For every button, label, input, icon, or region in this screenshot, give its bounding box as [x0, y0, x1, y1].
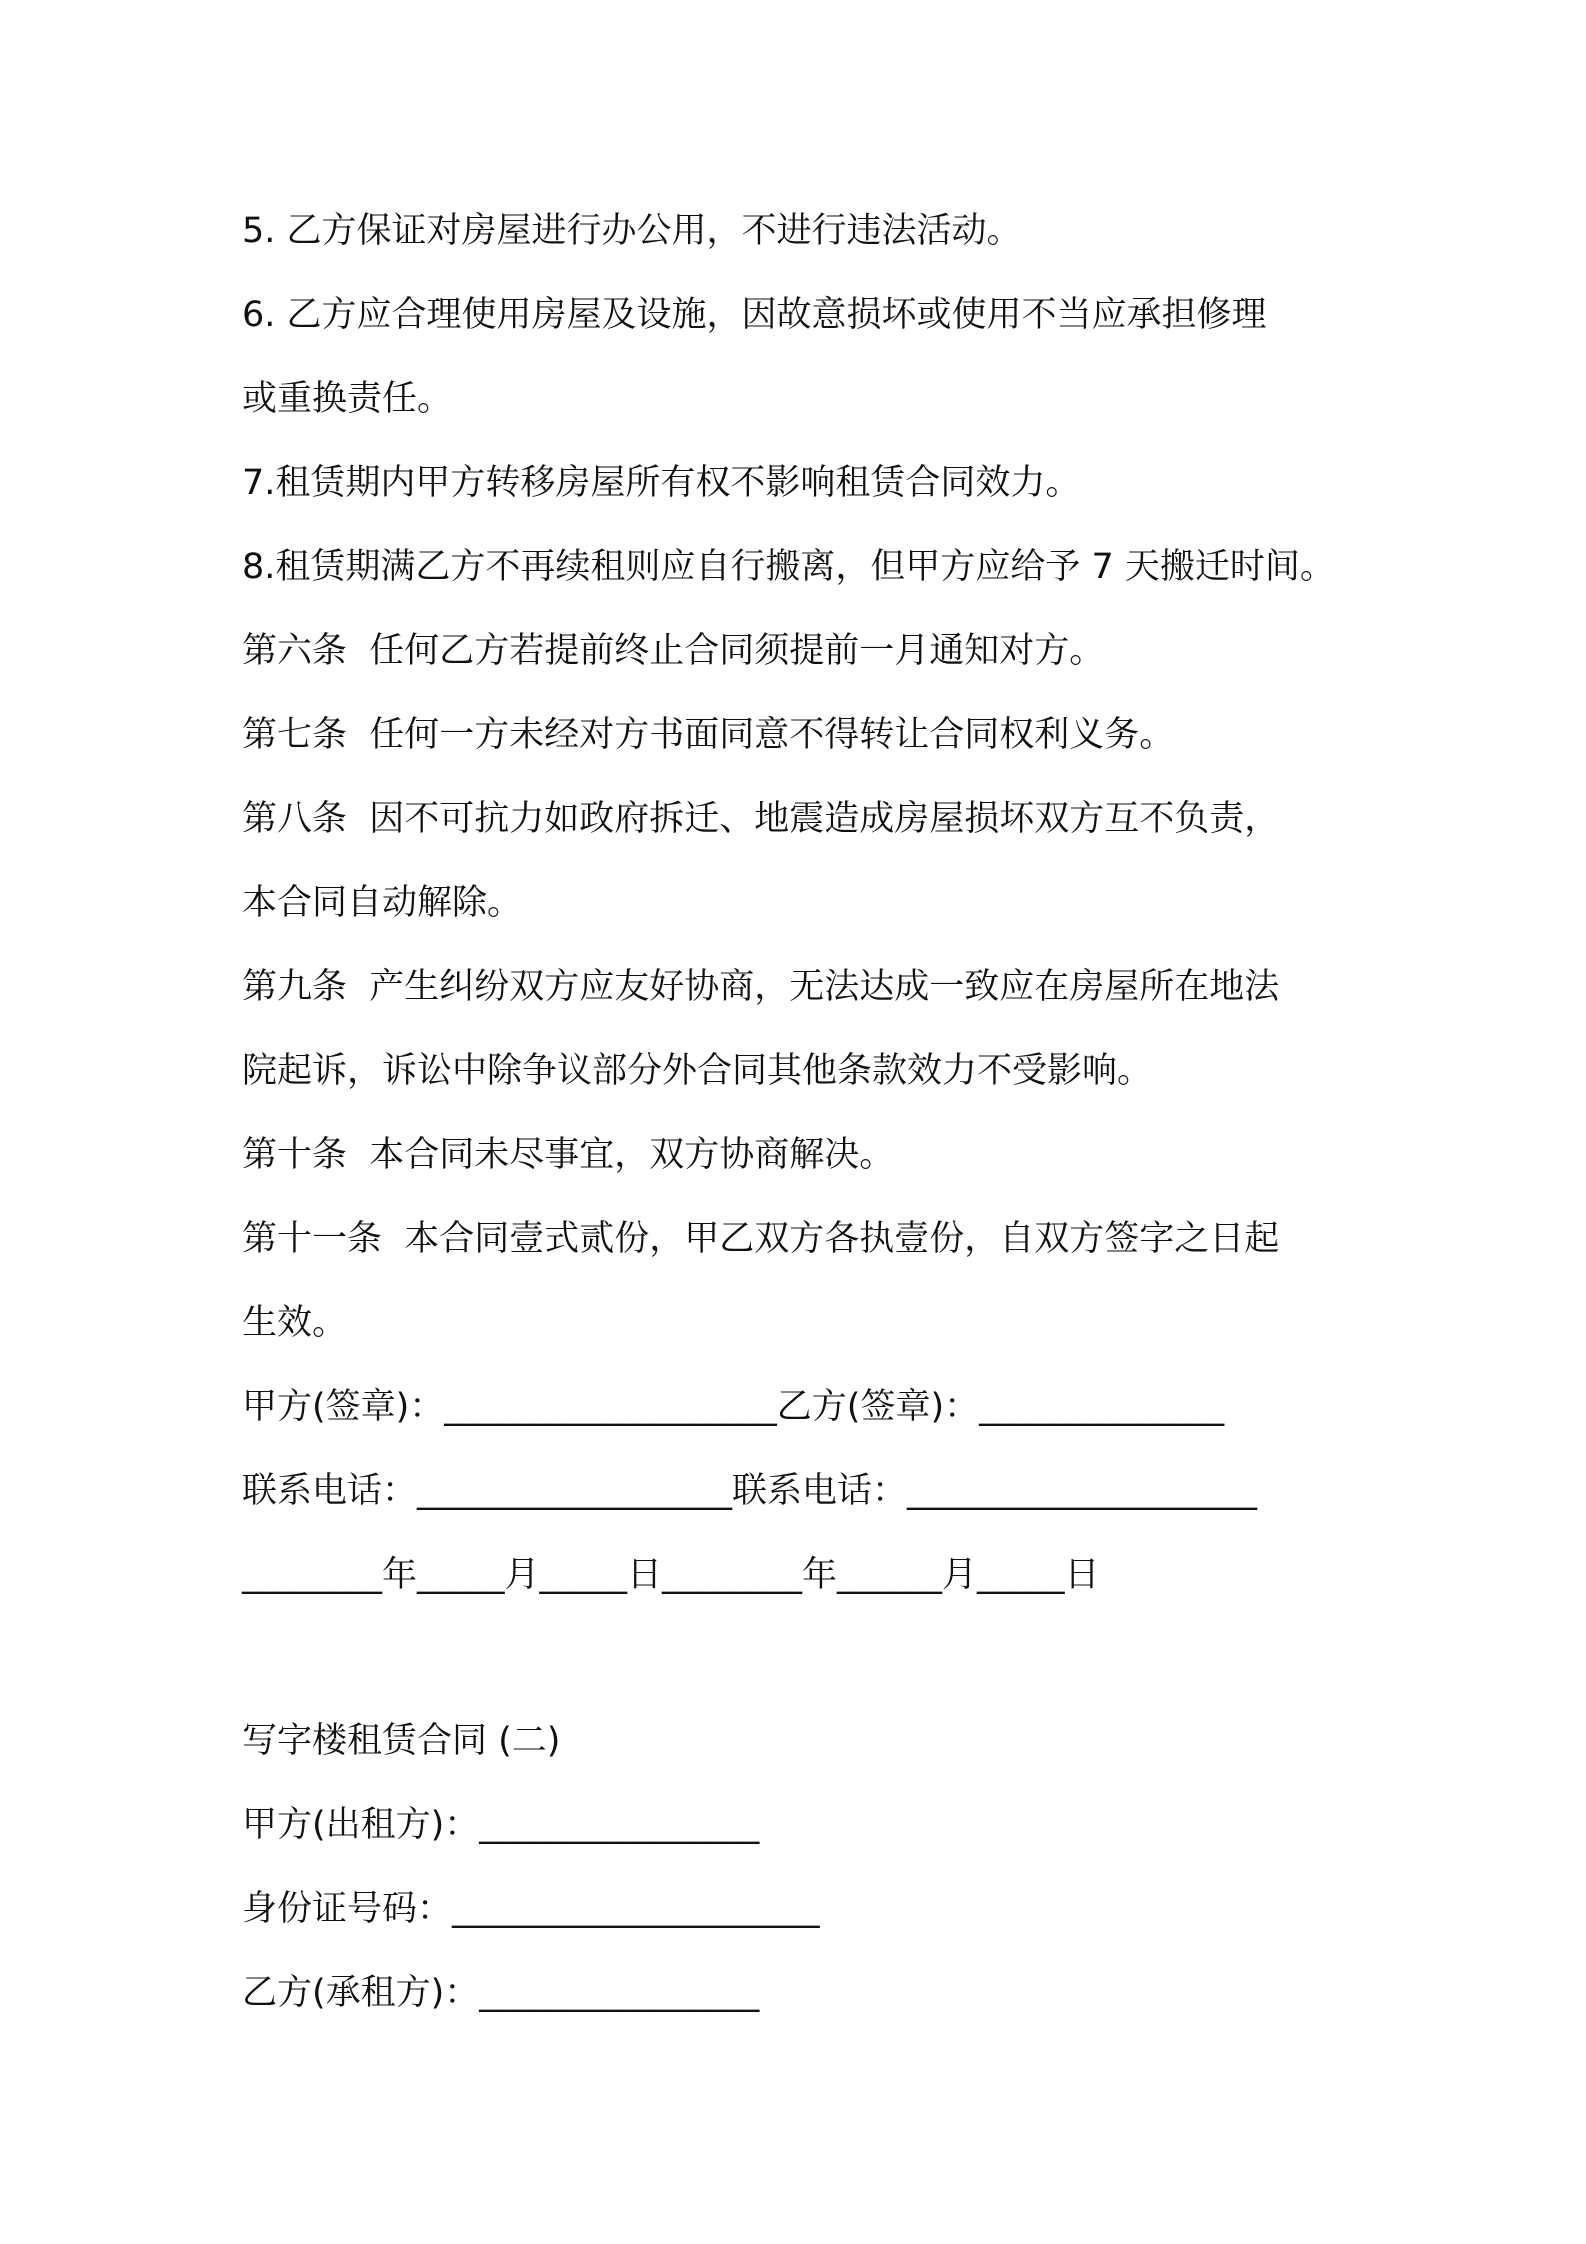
article-11-line-2: 生效。: [242, 1303, 348, 1343]
article-8-line-1: 第八条 因不可抗力如政府拆迁、地震造成房屋损坏双方互不负责，: [242, 799, 1280, 839]
contract-two-title: 写字楼租赁合同 (二): [242, 1721, 561, 1761]
section-gap: [242, 1633, 1586, 1715]
signature-date-line: ________年_____月_____日________年______月_____日: [242, 1555, 1100, 1595]
article-8-line-2: 本合同自动解除。: [242, 883, 523, 923]
article-6-line: 第六条 任何乙方若提前终止合同须提前一月通知对方。: [242, 631, 1105, 671]
article-9-line-1: 第九条 产生纠纷双方应友好协商，无法达成一致应在房屋所在地法: [242, 967, 1280, 1007]
contract-two-header: [242, 1715, 1586, 2051]
clause-5-line: 5. 乙方保证对房屋进行办公用，不进行违法活动。: [242, 211, 1022, 251]
clause-8-line: 8.租赁期满乙方不再续租则应自行搬离，但甲方应给予 7 天搬迁时间。: [242, 547, 1335, 587]
contact-phone-line: 联系电话：__________________联系电话：____________________: [242, 1471, 1258, 1511]
lessee-field-line: 乙方(承租方)：________________: [242, 1973, 760, 2013]
clause-6-line-2: 或重换责任。: [242, 379, 453, 419]
clause-6-line-1: 6. 乙方应合理使用房屋及设施，因故意损坏或使用不当应承担修理: [242, 295, 1267, 335]
article-10-line: 第十条 本合同未尽事宜，双方协商解决。: [242, 1135, 895, 1175]
lessor-field-line: 甲方(出租方)：________________: [242, 1805, 760, 1845]
contract-clauses: [242, 205, 1586, 1381]
signature-block: [242, 1381, 1586, 1633]
signature-parties-line: 甲方(签章)：___________________乙方(签章)：______________: [242, 1387, 1225, 1427]
article-7-line: 第七条 任何一方未经对方书面同意不得转让合同权利义务。: [242, 715, 1175, 755]
article-9-line-2: 院起诉，诉讼中除争议部分外合同其他条款效力不受影响。: [242, 1051, 1153, 1091]
clause-7-line: 7.租赁期内甲方转移房屋所有权不影响租赁合同效力。: [242, 463, 1081, 503]
id-number-field-line: 身份证号码：_____________________: [242, 1889, 820, 1929]
article-11-line-1: 第十一条 本合同壹式贰份，甲乙双方各执壹份，自双方签字之日起: [242, 1219, 1280, 1259]
